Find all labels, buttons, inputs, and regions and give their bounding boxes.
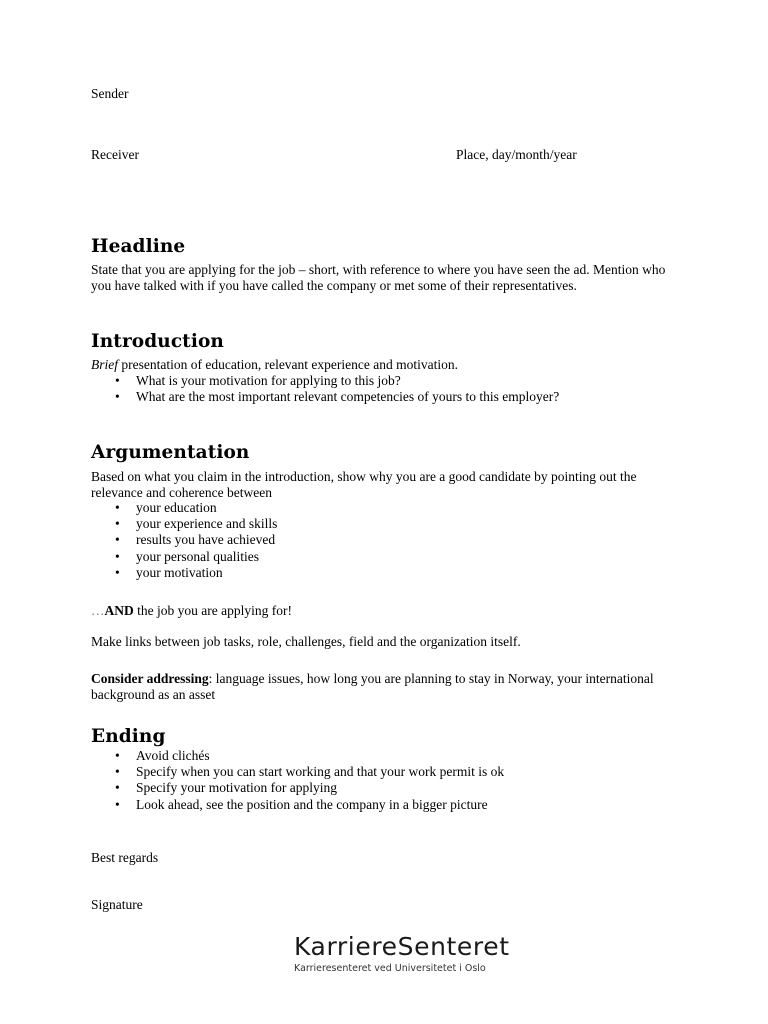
argumentation-heading: Argumentation — [91, 442, 250, 463]
list-item: • your experience and skills — [115, 516, 278, 532]
list-item: • Look ahead, see the position and the company in a bigger picture — [115, 796, 488, 812]
headline-heading: Headline — [91, 236, 186, 257]
bullet-icon: • — [115, 548, 120, 564]
consider-addressing-rest: : language issues, how long you are planning to stay in Norway, your international background as an asset — [91, 671, 654, 702]
consider-addressing-text — [91, 671, 681, 703]
bullet-icon: • — [115, 532, 120, 548]
bullet-icon: • — [115, 764, 120, 780]
karrieresenteret-logo — [294, 932, 510, 974]
introduction-bullet-list — [91, 373, 559, 405]
introduction-heading: Introduction — [91, 331, 224, 352]
make-links-text: Make links between job tasks, role, challenges, field and the organization itself. — [91, 634, 521, 649]
ending-bullet-list — [91, 748, 504, 813]
argumentation-text: Based on what you claim in the introduction, show why you are a good candidate by pointing out the relevance and coherence between — [91, 469, 637, 500]
logo-wordmark: KarriereSenteret — [294, 932, 510, 961]
consider-addressing-label: Consider addressing — [91, 671, 209, 686]
bullet-icon: • — [115, 516, 120, 532]
logo-subtitle: Karrieresenteret ved Universitetet i Oslo — [294, 963, 486, 974]
list-item: • Specify your motivation for applying — [115, 780, 337, 796]
introduction-lead-rest: presentation of education, relevant experience and motivation. — [118, 357, 458, 372]
and-job-rest: the job you are applying for! — [133, 603, 292, 618]
ellipsis-prefix: … — [91, 603, 105, 618]
headline-text: State that you are applying for the job – short, with reference to where you have seen the ad. Mention who you have talked with if you have called the company or met some of their representatives. — [91, 262, 666, 293]
bullet-icon: • — [115, 373, 120, 388]
introduction-lead — [91, 357, 458, 373]
sender-label: Sender — [91, 86, 129, 101]
ending-heading: Ending — [91, 726, 166, 747]
bullet-icon: • — [115, 780, 120, 796]
list-item: • Avoid clichés — [115, 748, 210, 763]
place-date-label: Place, day/month/year — [456, 147, 577, 162]
bullet-icon: • — [115, 500, 120, 515]
and-emphasis: AND — [104, 603, 134, 618]
list-item: • your personal qualities — [115, 548, 259, 564]
list-item: • What are the most important relevant competencies of yours to this employer? — [115, 389, 560, 405]
signature-text: Signature — [91, 897, 143, 912]
receiver-label: Receiver — [91, 147, 139, 162]
bullet-icon: • — [115, 564, 120, 580]
list-item: • your education — [115, 500, 217, 515]
list-item: • What is your motivation for applying to this job? — [115, 373, 401, 388]
bullet-icon: • — [115, 748, 120, 763]
bullet-icon: • — [115, 389, 120, 405]
list-item: • Specify when you can start working and that your work permit is ok — [115, 764, 505, 780]
bullet-icon: • — [115, 796, 120, 812]
best-regards-text: Best regards — [91, 850, 159, 865]
introduction-lead-emphasis: Brief — [91, 357, 118, 372]
argumentation-bullet-list — [91, 500, 277, 581]
and-job-line — [91, 603, 292, 619]
list-item: • your motivation — [115, 564, 223, 580]
list-item: • results you have achieved — [115, 532, 276, 548]
